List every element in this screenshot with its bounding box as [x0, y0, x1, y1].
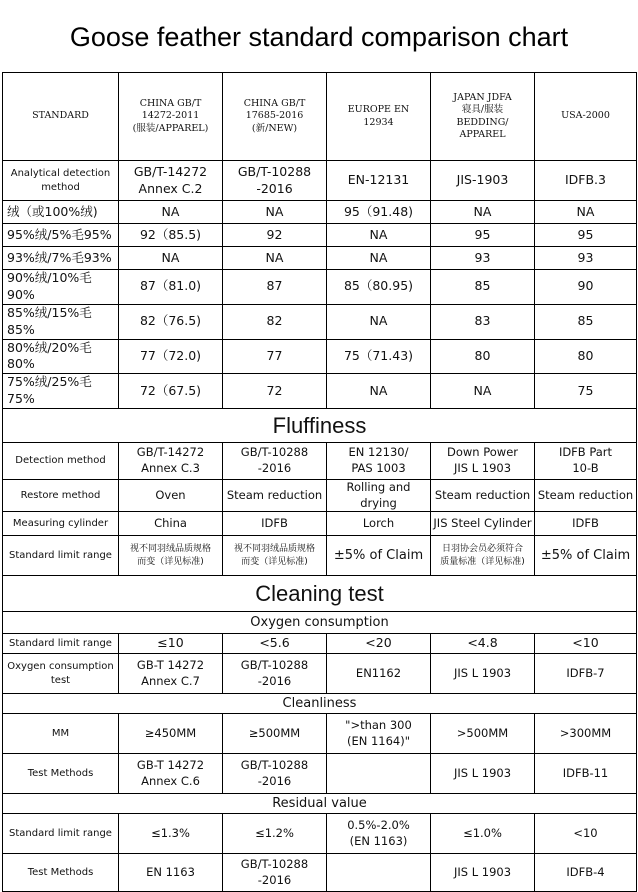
grade-row-cell-1	[119, 224, 223, 247]
oxygen-test-row-cell-4-text: JIS L 1903	[453, 665, 512, 680]
header-row-cell-5-text: USA-2000	[561, 110, 610, 122]
grade-row-cell-5	[535, 247, 637, 270]
grade-row-cell-3	[327, 374, 431, 409]
mm-row-cell-4-text: >500MM	[456, 725, 509, 740]
cleanliness-methods-row	[3, 754, 637, 794]
cleanliness-methods-row-cell-4	[431, 754, 535, 794]
grade-row-label	[3, 247, 119, 270]
residual-methods-row-cell-4-text: JIS L 1903	[453, 864, 512, 879]
oxygen-header-title	[3, 612, 637, 634]
grade-row-cell-5-text: 95	[577, 226, 594, 242]
grade-row-cell-3-text: NA	[369, 249, 388, 265]
residual-methods-row-cell-4	[431, 854, 535, 892]
detection-row-cell-4-text: Down Power	[446, 445, 518, 460]
grade-row	[3, 270, 637, 305]
cylinder-row-cell-4-text: JIS Steel Cylinder	[433, 515, 532, 530]
cleanliness-header-title	[3, 694, 637, 714]
detection-row-cell-4	[431, 443, 535, 480]
residual-limit-row	[3, 814, 637, 854]
limit-row-cell-2-text: 视不同羽绒品质规格	[233, 543, 315, 554]
residual-methods-row-cell-1	[119, 854, 223, 892]
oxygen-limit-row-cell-1	[119, 634, 223, 654]
residual-limit-row-cell-3-text: (EN 1163)	[349, 833, 408, 848]
page-title: Goose feather standard comparison chart	[69, 21, 569, 52]
grade-row-cell-2	[223, 339, 327, 374]
grade-row-cell-1	[119, 374, 223, 409]
comparison-table	[2, 72, 637, 892]
cleanliness-header-title-text: Cleanliness	[282, 695, 357, 711]
grade-row-cell-2-text: 92	[266, 226, 283, 242]
detection-row-cell-3	[327, 443, 431, 480]
limit-row-cell-3	[327, 536, 431, 576]
analytical-row-cell-3-text: EN-12131	[347, 172, 410, 188]
grade-row-label	[3, 304, 119, 339]
cleanliness-header	[3, 694, 637, 714]
oxygen-test-row	[3, 654, 637, 694]
residual-header-title-text: Residual value	[272, 795, 367, 811]
analytical-row-cell-2-text: -2016	[256, 180, 293, 196]
grade-row-label-text: 75%绒/25%毛75%	[7, 374, 92, 407]
oxygen-limit-row-cell-4-text: <4.8	[467, 635, 498, 651]
grade-row	[3, 224, 637, 247]
grade-row-cell-4-text: NA	[473, 382, 492, 398]
mm-row-label-text: MM	[51, 727, 70, 739]
grade-row-label-text: 绒（或100%绒)	[7, 203, 98, 219]
oxygen-test-row-cell-2-text: -2016	[257, 673, 292, 688]
residual-limit-row-cell-1-text: ≤1.3%	[151, 825, 190, 840]
residual-limit-row-cell-2	[223, 814, 327, 854]
grade-row-cell-1-text: 72（67.5)	[139, 382, 202, 398]
analytical-row-cell-1-text: Annex C.2	[138, 180, 203, 196]
grade-row-cell-1-text: 92（85.5)	[139, 226, 202, 242]
grade-row-cell-4	[431, 224, 535, 247]
oxygen-test-row-cell-2	[223, 654, 327, 694]
grade-row-cell-1-text: 82（76.5)	[139, 313, 202, 329]
oxygen-limit-row-cell-1-text: ≤10	[157, 635, 184, 651]
grade-row-cell-3-text: NA	[369, 382, 388, 398]
detection-row-cell-1-text: GB/T-14272	[136, 445, 205, 460]
header-row-cell-4-text: APPAREL	[459, 128, 506, 140]
residual-header-title	[3, 794, 637, 814]
grade-row-cell-1-text: NA	[161, 249, 180, 265]
header-row-cell-4-text: 寝具/服装	[461, 104, 504, 116]
oxygen-test-row-cell-1	[119, 654, 223, 694]
header-row-cell-1	[119, 73, 223, 161]
limit-row-label	[3, 536, 119, 576]
grade-row-cell-5	[535, 339, 637, 374]
grade-row-cell-1	[119, 339, 223, 374]
grade-row-cell-2-text: 72	[266, 382, 283, 398]
residual-methods-row-cell-2	[223, 854, 327, 892]
mm-row	[3, 714, 637, 754]
grade-row-cell-1-text: 87（81.0)	[139, 278, 202, 294]
cleaning-header	[3, 576, 637, 612]
fluffiness-header-title	[3, 409, 637, 443]
detection-row-cell-5-text: 10-B	[572, 461, 599, 475]
limit-row-cell-4-text: 质量标准（详见标准)	[440, 556, 525, 567]
oxygen-limit-row-cell-2	[223, 634, 327, 654]
analytical-row-label-text: Analytical detection	[10, 168, 111, 179]
residual-methods-row-cell-2-text: -2016	[257, 872, 292, 887]
oxygen-limit-row-cell-3	[327, 634, 431, 654]
grade-row-cell-4	[431, 270, 535, 305]
limit-row-cell-1	[119, 536, 223, 576]
grade-row-cell-4-text: NA	[473, 203, 492, 219]
grade-row-cell-1	[119, 270, 223, 305]
oxygen-test-row-cell-2-text: GB/T-10288	[240, 658, 309, 673]
residual-header	[3, 794, 637, 814]
restore-row	[3, 480, 637, 512]
grade-row-cell-5	[535, 224, 637, 247]
grade-row-cell-5-text: 85	[577, 313, 594, 329]
restore-row-cell-4	[431, 480, 535, 512]
residual-limit-row-cell-4-text: ≤1.0%	[463, 825, 502, 840]
cleanliness-methods-row-label-text: Test Methods	[27, 767, 94, 779]
grade-row-cell-4	[431, 374, 535, 409]
grade-row-cell-5-text: NA	[576, 203, 595, 219]
grade-row-cell-2	[223, 374, 327, 409]
mm-row-cell-3-text: (EN 1164)"	[346, 733, 411, 748]
oxygen-test-row-cell-3-text: EN1162	[355, 665, 402, 680]
grade-row-label-text: 93%绒/7%毛93%	[7, 249, 112, 265]
cylinder-row-label	[3, 512, 119, 536]
header-row-cell-4	[431, 73, 535, 161]
oxygen-limit-row-cell-5	[535, 634, 637, 654]
cylinder-row-cell-3	[327, 512, 431, 536]
analytical-row-cell-5-text: IDFB.3	[564, 172, 606, 188]
grade-row-cell-5-text: 90	[577, 278, 594, 294]
grade-row-cell-3	[327, 224, 431, 247]
grade-row-cell-1	[119, 201, 223, 224]
grade-row-label	[3, 270, 119, 305]
detection-row-cell-1	[119, 443, 223, 480]
oxygen-test-row-cell-1-text: Annex C.7	[141, 673, 200, 688]
cylinder-row-cell-1	[119, 512, 223, 536]
analytical-row-cell-3	[327, 161, 431, 201]
grade-row-cell-4	[431, 247, 535, 270]
oxygen-limit-row-cell-2-text: <5.6	[259, 635, 290, 651]
residual-methods-row-cell-3	[327, 854, 431, 892]
grade-row-cell-2-text: NA	[265, 203, 284, 219]
grade-row-cell-2	[223, 201, 327, 224]
analytical-row-cell-2	[223, 161, 327, 201]
grade-row-cell-3	[327, 270, 431, 305]
grade-row	[3, 247, 637, 270]
grade-row-cell-4-text: 83	[474, 313, 491, 329]
residual-methods-row-cell-2-text: GB/T-10288	[240, 857, 309, 872]
limit-row-cell-3-text: ±5% of Claim	[333, 547, 424, 563]
residual-methods-row-cell-5	[535, 854, 637, 892]
oxygen-limit-row-cell-4	[431, 634, 535, 654]
mm-row-cell-3-text: ">than 300	[345, 718, 412, 733]
header-row-cell-2	[223, 73, 327, 161]
grade-row-label	[3, 374, 119, 409]
mm-row-cell-3	[327, 714, 431, 754]
header-row	[3, 73, 637, 161]
grade-row-label-text: 80%绒/20%毛80%	[7, 339, 92, 372]
mm-row-cell-5-text: >300MM	[559, 725, 612, 740]
grade-row-label	[3, 224, 119, 247]
cleaning-header-title	[3, 576, 637, 612]
grade-row-cell-2	[223, 304, 327, 339]
residual-methods-row-cell-1-text: EN 1163	[146, 864, 195, 879]
cylinder-row-cell-1-text: China	[154, 515, 187, 530]
header-row-cell-1-text: CHINA GB/T	[139, 97, 202, 109]
detection-row-label-text: Detection method	[15, 455, 106, 467]
analytical-row-cell-4-text: JIS-1903	[456, 172, 509, 188]
restore-row-cell-1	[119, 480, 223, 512]
grade-row-cell-4-text: 80	[474, 347, 491, 363]
restore-row-cell-5-text: Steam reduction	[537, 487, 634, 502]
detection-row	[3, 443, 637, 480]
grade-row-cell-2-text: 77	[266, 347, 283, 363]
residual-methods-row-label	[3, 854, 119, 892]
grade-row-label-text: 90%绒/10%毛90%	[7, 270, 92, 302]
analytical-row-cell-4	[431, 161, 535, 201]
residual-methods-row	[3, 854, 637, 892]
oxygen-test-row-cell-5-text: IDFB-7	[566, 665, 605, 680]
grade-row-cell-4	[431, 201, 535, 224]
grade-row	[3, 339, 637, 374]
header-row-cell-3-text: 12934	[363, 116, 394, 128]
restore-row-cell-2	[223, 480, 327, 512]
cylinder-row	[3, 512, 637, 536]
detection-row-cell-5-text: IDFB Part	[558, 445, 613, 460]
oxygen-test-row-cell-4	[431, 654, 535, 694]
analytical-row	[3, 161, 637, 201]
oxygen-test-row-cell-5	[535, 654, 637, 694]
grade-row-cell-1	[119, 304, 223, 339]
residual-limit-row-cell-5-text: <10	[573, 825, 598, 840]
header-row-cell-4-text: JAPAN JDFA	[453, 91, 512, 103]
restore-row-cell-3	[327, 480, 431, 512]
restore-row-cell-4-text: Steam reduction	[434, 487, 531, 502]
cleanliness-methods-row-cell-1	[119, 754, 223, 794]
detection-row-label	[3, 443, 119, 480]
grade-row-cell-5-text: 75	[577, 382, 594, 398]
limit-row	[3, 536, 637, 576]
restore-row-label-text: Restore method	[20, 489, 101, 501]
grade-row-label	[3, 201, 119, 224]
mm-row-cell-1-text: ≥450MM	[144, 725, 197, 740]
grade-row-cell-1-text: 77（72.0)	[139, 347, 202, 363]
grade-row-label	[3, 339, 119, 374]
grade-row	[3, 374, 637, 409]
limit-row-cell-5-text: ±5% of Claim	[540, 547, 631, 563]
analytical-row-cell-5	[535, 161, 637, 201]
limit-row-cell-2-text: 而变（详见标准)	[241, 556, 308, 567]
mm-row-label	[3, 714, 119, 754]
cleanliness-methods-row-cell-3	[327, 754, 431, 794]
limit-row-cell-4-text: 日羽协会员必须符合	[441, 543, 523, 554]
residual-limit-row-label-text: Standard limit range	[9, 827, 112, 839]
oxygen-limit-row-cell-3-text: <20	[365, 635, 392, 651]
limit-row-cell-2	[223, 536, 327, 576]
grade-row-cell-2-text: 87	[266, 278, 283, 294]
analytical-row-cell-1-text: GB/T-14272	[133, 163, 208, 179]
grade-row-cell-2	[223, 224, 327, 247]
grade-row-label-text: 95%绒/5%毛95%	[7, 226, 112, 242]
grade-row-cell-5	[535, 304, 637, 339]
detection-row-cell-5	[535, 443, 637, 480]
cleanliness-methods-row-cell-5-text: IDFB-11	[562, 765, 609, 780]
header-row-cell-3-text: EUROPE EN	[347, 104, 410, 116]
limit-row-cell-1-text: 而变（详见标准)	[137, 556, 204, 567]
mm-row-cell-5	[535, 714, 637, 754]
mm-row-cell-2	[223, 714, 327, 754]
detection-row-cell-2	[223, 443, 327, 480]
fluffiness-header	[3, 409, 637, 443]
grade-row-cell-3-text: 85（80.95)	[343, 278, 414, 294]
grade-row-cell-3-text: NA	[369, 226, 388, 242]
limit-row-cell-1-text: 视不同羽绒品质规格	[129, 543, 211, 554]
residual-limit-row-cell-3-text: 0.5%-2.0%	[347, 818, 410, 833]
residual-limit-row-cell-3	[327, 814, 431, 854]
mm-row-cell-2-text: ≥500MM	[248, 725, 301, 740]
grade-row	[3, 304, 637, 339]
header-row-label-text: STANDARD	[32, 110, 89, 122]
cleanliness-methods-row-cell-1-text: GB-T 14272	[136, 758, 205, 773]
grade-row-cell-2-text: NA	[265, 249, 284, 265]
cylinder-row-cell-5	[535, 512, 637, 536]
grade-row-cell-4-text: 93	[474, 249, 491, 265]
grade-row-cell-5-text: 80	[577, 347, 594, 363]
detection-row-cell-4-text: JIS L 1903	[453, 461, 512, 475]
header-row-cell-4-text: BEDDING/	[456, 116, 509, 128]
grade-row-cell-3	[327, 201, 431, 224]
oxygen-test-row-label-text: test	[50, 674, 71, 686]
grade-row-cell-4-text: 95	[474, 226, 491, 242]
cleanliness-methods-row-cell-2	[223, 754, 327, 794]
grade-row-cell-3-text: 75（71.43)	[343, 347, 414, 363]
residual-methods-row-label-text: Test Methods	[27, 866, 94, 878]
header-row-cell-5	[535, 73, 637, 161]
cleaning-header-title-text: Cleaning test	[255, 580, 384, 606]
cleanliness-methods-row-label	[3, 754, 119, 794]
restore-row-cell-2-text: Steam reduction	[226, 487, 323, 502]
oxygen-limit-row-cell-5-text: <10	[572, 635, 599, 651]
detection-row-cell-2-text: -2016	[257, 461, 292, 475]
grade-row-cell-4-text: 85	[474, 278, 491, 294]
restore-row-cell-1-text: Oven	[155, 487, 186, 502]
header-row-cell-2-text: 17685-2016	[245, 110, 304, 122]
analytical-row-label	[3, 161, 119, 201]
cylinder-row-cell-3-text: Lorch	[362, 515, 395, 530]
header-row-cell-2-text: CHINA GB/T	[243, 97, 306, 109]
oxygen-test-row-label-text: Oxygen consumption	[7, 661, 114, 673]
grade-row	[3, 201, 637, 224]
cylinder-row-cell-4	[431, 512, 535, 536]
oxygen-test-row-cell-3	[327, 654, 431, 694]
grade-row-cell-4	[431, 339, 535, 374]
residual-limit-row-label	[3, 814, 119, 854]
oxygen-test-row-cell-1-text: GB-T 14272	[136, 658, 205, 673]
grade-row-cell-5	[535, 270, 637, 305]
cleanliness-methods-row-cell-2-text: -2016	[257, 773, 292, 788]
oxygen-header	[3, 612, 637, 634]
cylinder-row-label-text: Measuring cylinder	[12, 517, 109, 529]
grade-row-cell-5	[535, 374, 637, 409]
grade-row-label-text: 85%绒/15%毛85%	[7, 304, 92, 337]
detection-row-cell-3-text: EN 12130/	[348, 445, 409, 460]
header-row-cell-1-text: 14272-2011	[141, 110, 200, 122]
restore-row-label	[3, 480, 119, 512]
grade-row-cell-4	[431, 304, 535, 339]
grade-row-cell-2-text: 82	[266, 313, 283, 329]
detection-row-cell-2-text: GB/T-10288	[240, 445, 309, 460]
header-row-cell-1-text: (服装/APPAREL)	[132, 122, 209, 134]
header-row-cell-3	[327, 73, 431, 161]
residual-limit-row-cell-2-text: ≤1.2%	[255, 825, 294, 840]
grade-row-cell-3	[327, 339, 431, 374]
grade-row-cell-3	[327, 304, 431, 339]
analytical-row-label-text: method	[41, 181, 80, 193]
restore-row-cell-3-text: Rolling and drying	[346, 480, 411, 510]
limit-row-label-text: Standard limit range	[9, 549, 112, 561]
grade-row-cell-5-text: 93	[577, 249, 594, 265]
grade-row-cell-5	[535, 201, 637, 224]
restore-row-cell-5	[535, 480, 637, 512]
grade-row-cell-3-text: NA	[369, 313, 388, 329]
mm-row-cell-4	[431, 714, 535, 754]
oxygen-test-row-label	[3, 654, 119, 694]
header-row-cell-2-text: (新/NEW)	[251, 122, 298, 134]
residual-limit-row-cell-1	[119, 814, 223, 854]
limit-row-cell-4	[431, 536, 535, 576]
fluffiness-header-title-text: Fluffiness	[272, 412, 367, 438]
cylinder-row-cell-5-text: IDFB	[572, 515, 599, 530]
header-row-label	[3, 73, 119, 161]
grade-row-cell-1-text: NA	[161, 203, 180, 219]
analytical-row-cell-1	[119, 161, 223, 201]
cylinder-row-cell-2-text: IDFB	[261, 515, 288, 530]
detection-row-cell-3-text: PAS 1003	[351, 461, 406, 475]
cylinder-row-cell-2	[223, 512, 327, 536]
cleanliness-methods-row-cell-2-text: GB/T-10288	[240, 758, 309, 773]
mm-row-cell-1	[119, 714, 223, 754]
oxygen-limit-row-label	[3, 634, 119, 654]
grade-row-cell-3	[327, 247, 431, 270]
grade-row-cell-1	[119, 247, 223, 270]
cleanliness-methods-row-cell-1-text: Annex C.6	[141, 773, 200, 788]
oxygen-limit-row-label-text: Standard limit range	[9, 637, 112, 649]
cleanliness-methods-row-cell-4-text: JIS L 1903	[453, 765, 512, 780]
residual-limit-row-cell-4	[431, 814, 535, 854]
detection-row-cell-1-text: Annex C.3	[141, 461, 200, 475]
limit-row-cell-5	[535, 536, 637, 576]
grade-row-cell-2	[223, 270, 327, 305]
grade-row-cell-2	[223, 247, 327, 270]
grade-row-cell-3-text: 95（91.48)	[343, 203, 414, 219]
analytical-row-cell-2-text: GB/T-10288	[237, 163, 312, 179]
oxygen-limit-row	[3, 634, 637, 654]
residual-limit-row-cell-5	[535, 814, 637, 854]
residual-methods-row-cell-5-text: IDFB-4	[566, 864, 605, 879]
cleanliness-methods-row-cell-5	[535, 754, 637, 794]
oxygen-header-title-text: Oxygen consumption	[250, 614, 389, 630]
